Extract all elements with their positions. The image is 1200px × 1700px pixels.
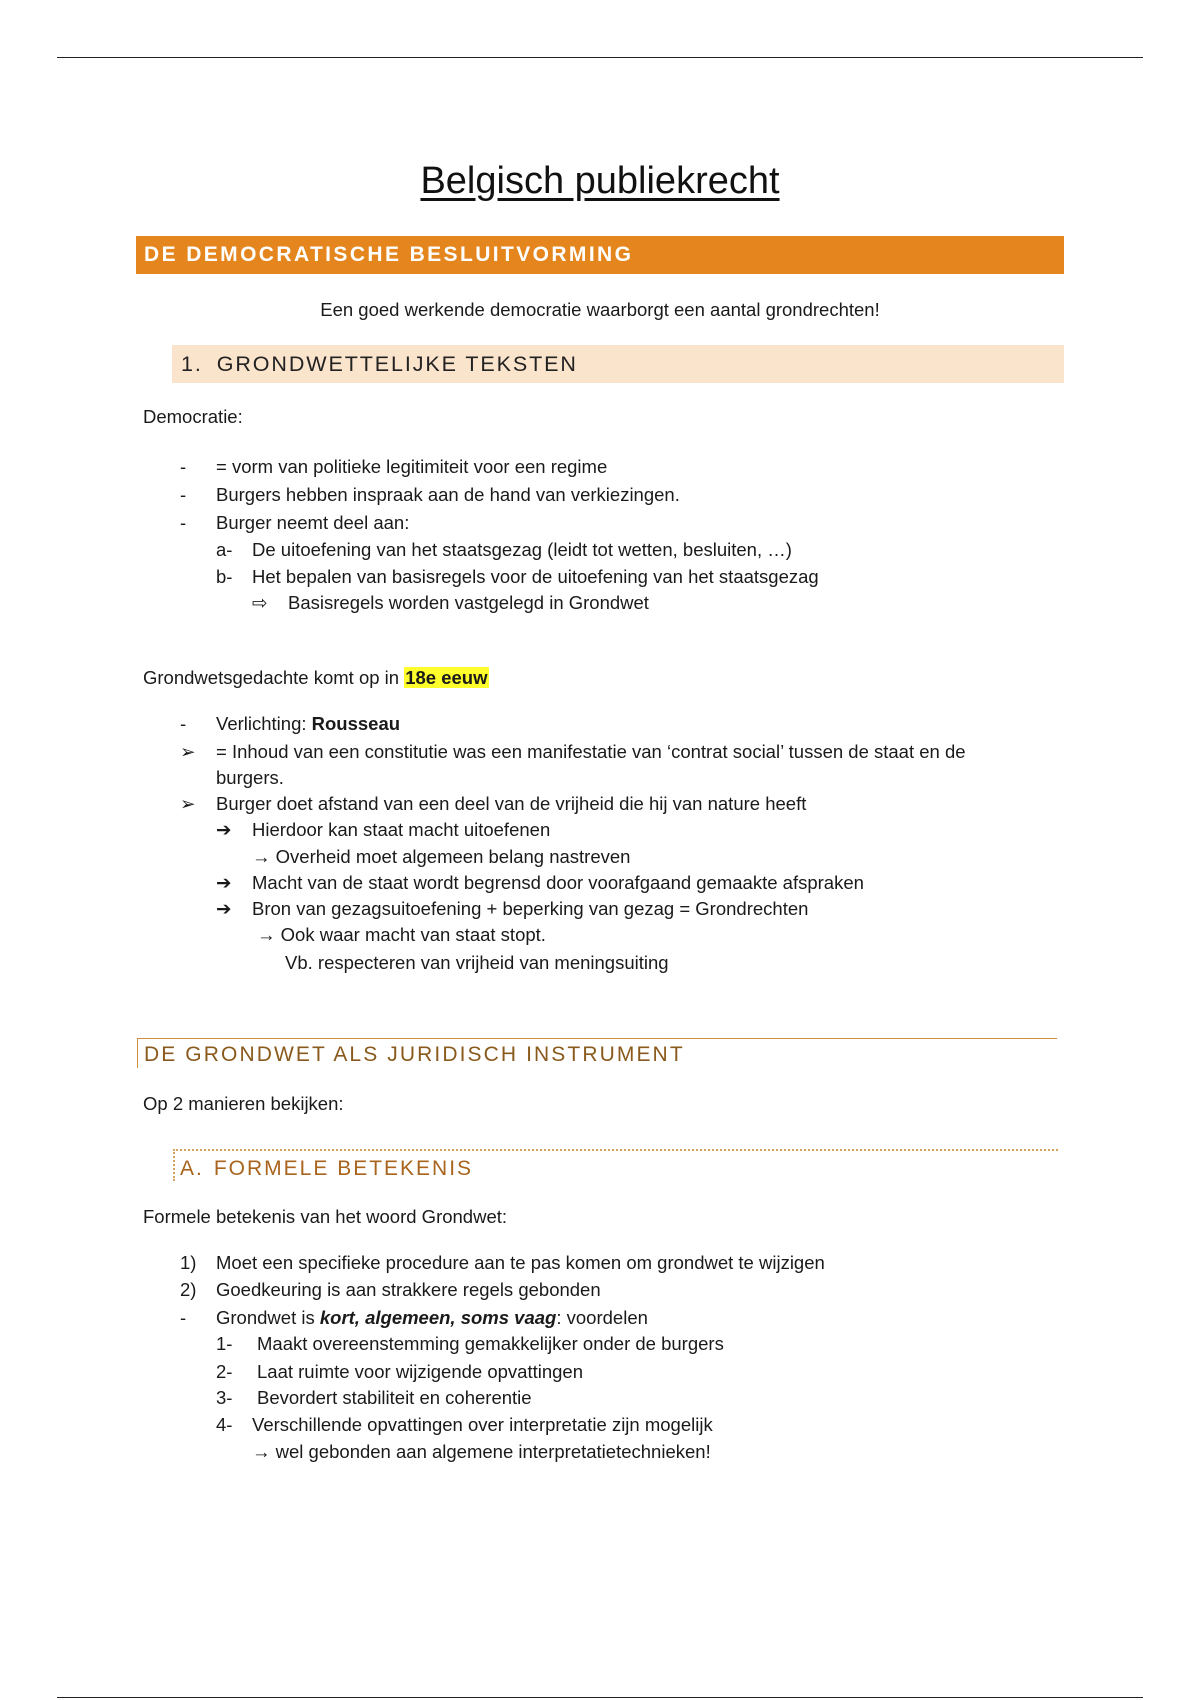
list-item: = Inhoud van een constitutie was een manifestatie van ‘contrat social’ tussen de staat en de bbox=[216, 741, 966, 762]
letter-marker-a: a- bbox=[216, 539, 233, 560]
list-item bbox=[216, 1307, 648, 1329]
subsection-title: FORMELE BETEKENIS bbox=[213, 1157, 474, 1180]
header-rule bbox=[57, 57, 1143, 58]
footer-rule bbox=[57, 1697, 1143, 1698]
subsection-heading-formele-betekenis bbox=[173, 1149, 1058, 1181]
number-marker: 1- bbox=[216, 1333, 233, 1354]
list-item bbox=[216, 713, 400, 735]
list-item: Moet een specifieke procedure aan te pas komen om grondwet te wijzigen bbox=[216, 1252, 825, 1273]
section-intro: Een goed werkende democratie waarborgt een aantal grondrechten! bbox=[320, 299, 880, 320]
kort-suffix: : voordelen bbox=[556, 1307, 648, 1328]
verlichting-name: Rousseau bbox=[311, 713, 401, 734]
subsection-heading-grondwettelijke-teksten bbox=[172, 345, 1064, 383]
list-item: Hierdoor kan staat macht uitoefenen bbox=[252, 819, 551, 840]
section-heading-democratische-besluitvorming: DE DEMOCRATISCHE BESLUITVORMING bbox=[136, 236, 1064, 274]
number-marker: 4- bbox=[216, 1414, 233, 1435]
arrowhead-bullet-icon: ➢ bbox=[180, 793, 196, 814]
section-heading-grondwet-juridisch-instrument: DE GRONDWET ALS JURIDISCH INSTRUMENT bbox=[137, 1038, 1057, 1068]
dash-marker: - bbox=[180, 456, 187, 477]
letter-marker-b: b- bbox=[216, 566, 233, 587]
grondwetsgedachte-text: Grondwetsgedachte komt op in bbox=[143, 667, 400, 688]
dash-marker: - bbox=[180, 1307, 187, 1328]
document-title: Belgisch publiekrecht bbox=[420, 160, 780, 202]
number-marker: 3- bbox=[216, 1387, 233, 1408]
list-item-example: Vb. respecteren van vrijheid van meningsuiting bbox=[285, 952, 669, 973]
list-item: = vorm van politieke legitimiteit voor een regime bbox=[216, 456, 608, 477]
list-item: Het bepalen van basisregels voor de uitoefening van het staatsgezag bbox=[252, 566, 819, 587]
number-marker: 1) bbox=[180, 1252, 197, 1273]
list-item: Bron van gezagsuitoefening + beperking van gezag = Grondrechten bbox=[252, 898, 809, 919]
democratie-label: Democratie: bbox=[143, 406, 243, 427]
list-item: Burger neemt deel aan: bbox=[216, 512, 410, 533]
list-item: Goedkeuring is aan strakkere regels gebonden bbox=[216, 1279, 601, 1300]
list-item: De uitoefening van het staatsgezag (leidt tot wetten, besluiten, …) bbox=[252, 539, 792, 560]
bold-arrow-icon: ➔ bbox=[216, 898, 232, 919]
list-item: Basisregels worden vastgelegd in Grondwet bbox=[288, 592, 649, 613]
number-marker: 2- bbox=[216, 1361, 233, 1382]
highlighted-century: 18e eeuw bbox=[405, 667, 488, 688]
list-item-continuation: burgers. bbox=[216, 767, 284, 788]
section2-intro: Op 2 manieren bekijken: bbox=[143, 1093, 344, 1114]
number-marker: 2) bbox=[180, 1279, 197, 1300]
bold-arrow-icon: ➔ bbox=[216, 819, 232, 840]
dash-marker: - bbox=[180, 512, 187, 533]
dash-marker: - bbox=[180, 713, 187, 734]
arrowhead-bullet-icon: ➢ bbox=[180, 741, 196, 762]
list-item-sub: → Overheid moet algemeen belang nastreven bbox=[252, 846, 631, 867]
verlichting-label: Verlichting: bbox=[216, 713, 307, 734]
list-item: Bevordert stabiliteit en coherentie bbox=[257, 1387, 532, 1408]
formele-betekenis-intro: Formele betekenis van het woord Grondwet: bbox=[143, 1206, 508, 1227]
bold-arrow-icon: ➔ bbox=[216, 872, 232, 893]
list-item: Maakt overeenstemming gemakkelijker onder de burgers bbox=[257, 1333, 724, 1354]
list-item-sub: → Ook waar macht van staat stopt. bbox=[257, 924, 546, 945]
kort-emphasis: kort, algemeen, soms vaag bbox=[319, 1307, 557, 1328]
subsection-number: 1. bbox=[181, 352, 203, 376]
hollow-arrow-icon: ⇨ bbox=[252, 592, 268, 613]
list-item: Burgers hebben inspraak aan de hand van verkiezingen. bbox=[216, 484, 680, 505]
list-item: Macht van de staat wordt begrensd door voorafgaand gemaakte afspraken bbox=[252, 872, 864, 893]
list-item: Laat ruimte voor wijzigende opvattingen bbox=[257, 1361, 583, 1382]
kort-prefix: Grondwet is bbox=[216, 1307, 315, 1328]
list-item-sub: → wel gebonden aan algemene interpretatietechnieken! bbox=[252, 1441, 711, 1462]
subsection-number: A. bbox=[180, 1157, 204, 1180]
subsection-title: GRONDWETTELIJKE TEKSTEN bbox=[216, 352, 578, 376]
dash-marker: - bbox=[180, 484, 187, 505]
grondwetsgedachte-line bbox=[143, 667, 489, 689]
list-item: Verschillende opvattingen over interpretatie zijn mogelijk bbox=[252, 1414, 713, 1435]
list-item: Burger doet afstand van een deel van de vrijheid die hij van nature heeft bbox=[216, 793, 807, 814]
